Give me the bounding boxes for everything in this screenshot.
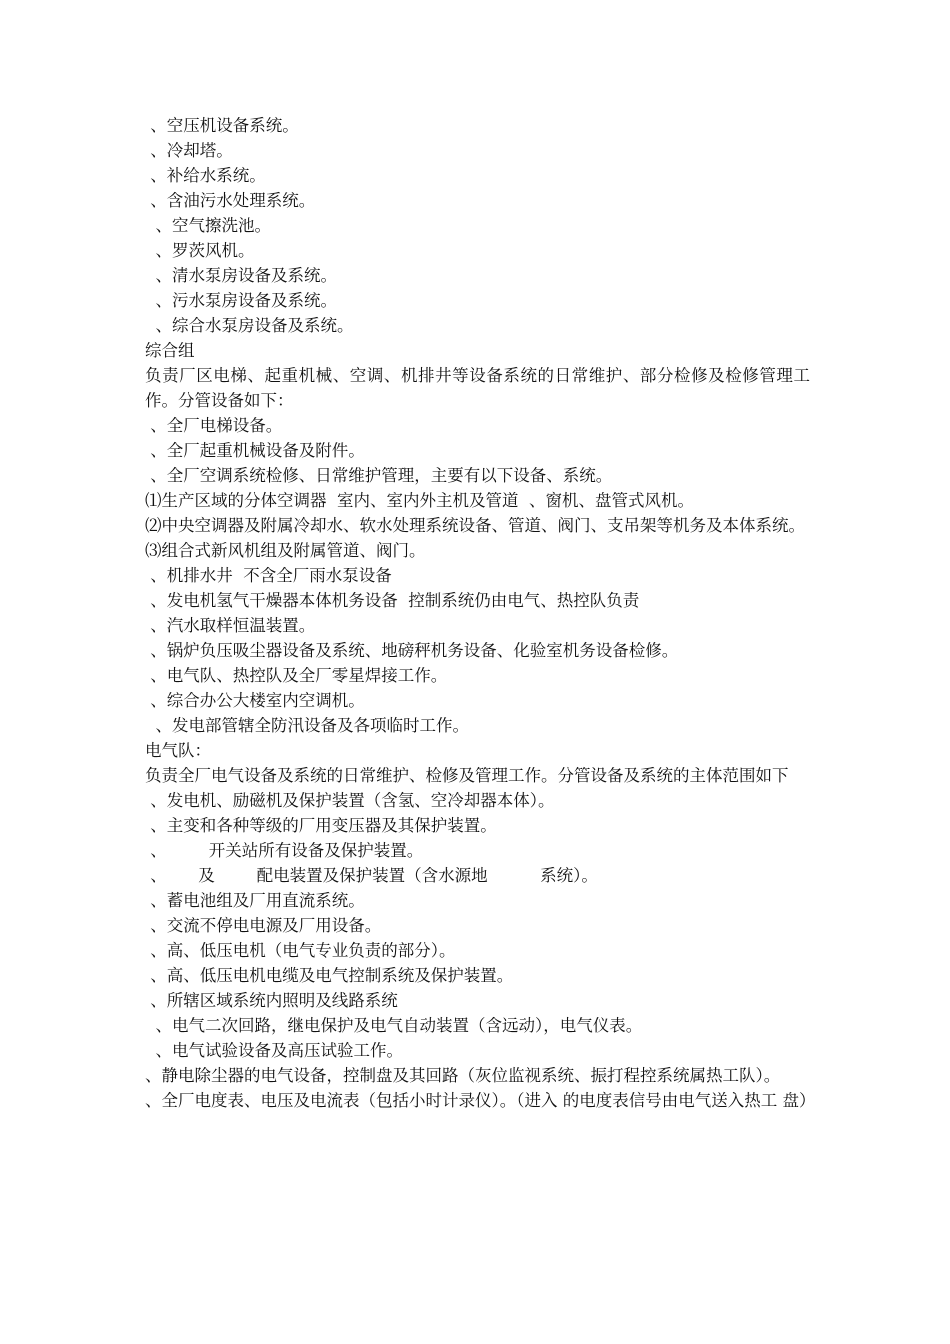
text-line: 、全厂起重机械设备及附件。: [145, 441, 365, 460]
text-line: 、 开关站所有设备及保护装置。: [145, 841, 424, 860]
paragraph: 、全厂电度表、电压及电流表（包括小时计录仪）。（进入 的电度表信号由电气送入热工 盘）: [145, 1091, 816, 1110]
text-line: 、机排水井 不含全厂雨水泵设备: [145, 566, 392, 585]
text-line: 、发电部管辖全防汛设备及各项临时工作。: [145, 716, 469, 735]
text-line: 、所辖区域系统内照明及线路系统: [145, 991, 398, 1010]
text-line: 、发电机氢气干燥器本体机务设备 控制系统仍由电气、热控队负责: [145, 591, 640, 610]
paragraph: ⑵中央空调器及附属冷却水、软水处理系统设备、管道、阀门、支吊架等机务及本体系统。: [145, 516, 805, 535]
text-line: 、清水泵房设备及系统。: [145, 266, 337, 285]
text-line: 、全厂空调系统检修、日常维护管理，主要有以下设备、系统。: [145, 466, 613, 485]
text-line: 、含油污水处理系统。: [145, 191, 316, 210]
text-line: 、综合水泵房设备及系统。: [145, 316, 354, 335]
text-line: 、罗茨风机。: [145, 241, 255, 260]
text-line: 、补给水系统。: [145, 166, 266, 185]
text-line: 、电气二次回路，继电保护及电气自动装置（含远动），电气仪表。: [145, 1016, 643, 1035]
text-line: ⑴生产区域的分体空调器 室内、室内外主机及管道 、窗机、盘管式风机。: [145, 491, 694, 510]
paragraph: 、静电除尘器的电气设备，控制盘及其回路（灰位监视系统、振打程控系统属热工队）。: [145, 1066, 781, 1085]
text-line: 、空压机设备系统。: [145, 116, 299, 135]
text-line: 、蓄电池组及厂用直流系统。: [145, 891, 365, 910]
text-line: 、 及 配电装置及保护装置（含水源地 系统）。: [145, 866, 598, 885]
text-line: 、高、低压电机电缆及电气控制系统及保护装置。: [145, 966, 514, 985]
text-line: ⑶组合式新风机组及附属管道、阀门。: [145, 541, 426, 560]
text-line: 、发电机、励磁机及保护装置（含氢、空冷却器本体）。: [145, 791, 555, 810]
document-body: [145, 113, 816, 1113]
text-line: 综合组: [145, 341, 195, 360]
text-line: 、电气试验设备及高压试验工作。: [145, 1041, 403, 1060]
text-line: 、汽水取样恒温装置。: [145, 616, 316, 635]
paragraph: 负责厂区电梯、起重机械、空调、机排井等设备系统的日常维护、部分检修及检修管理工作。分管设备如下：: [145, 366, 810, 410]
text-line: 、交流不停电电源及厂用设备。: [145, 916, 382, 935]
text-line: 、污水泵房设备及系统。: [145, 291, 337, 310]
text-line: 、电气队、热控队及全厂零星焊接工作。: [145, 666, 448, 685]
paragraph: 负责全厂电气设备及系统的日常维护、检修及管理工作。分管设备及系统的主体范围如下: [145, 766, 789, 785]
text-line: 、冷却塔。: [145, 141, 233, 160]
text-line: 、全厂电梯设备。: [145, 416, 283, 435]
text-line: 、高、低压电机（电气专业负责的部分）。: [145, 941, 456, 960]
text-line: 电气队：: [145, 741, 211, 760]
text-line: 、锅炉负压吸尘器设备及系统、地磅秤机务设备、化验室机务设备检修。: [145, 641, 679, 660]
text-line: 、空气擦洗池。: [145, 216, 271, 235]
text-line: 、综合办公大楼室内空调机。: [145, 691, 365, 710]
text-line: 、主变和各种等级的厂用变压器及其保护装置。: [145, 816, 497, 835]
